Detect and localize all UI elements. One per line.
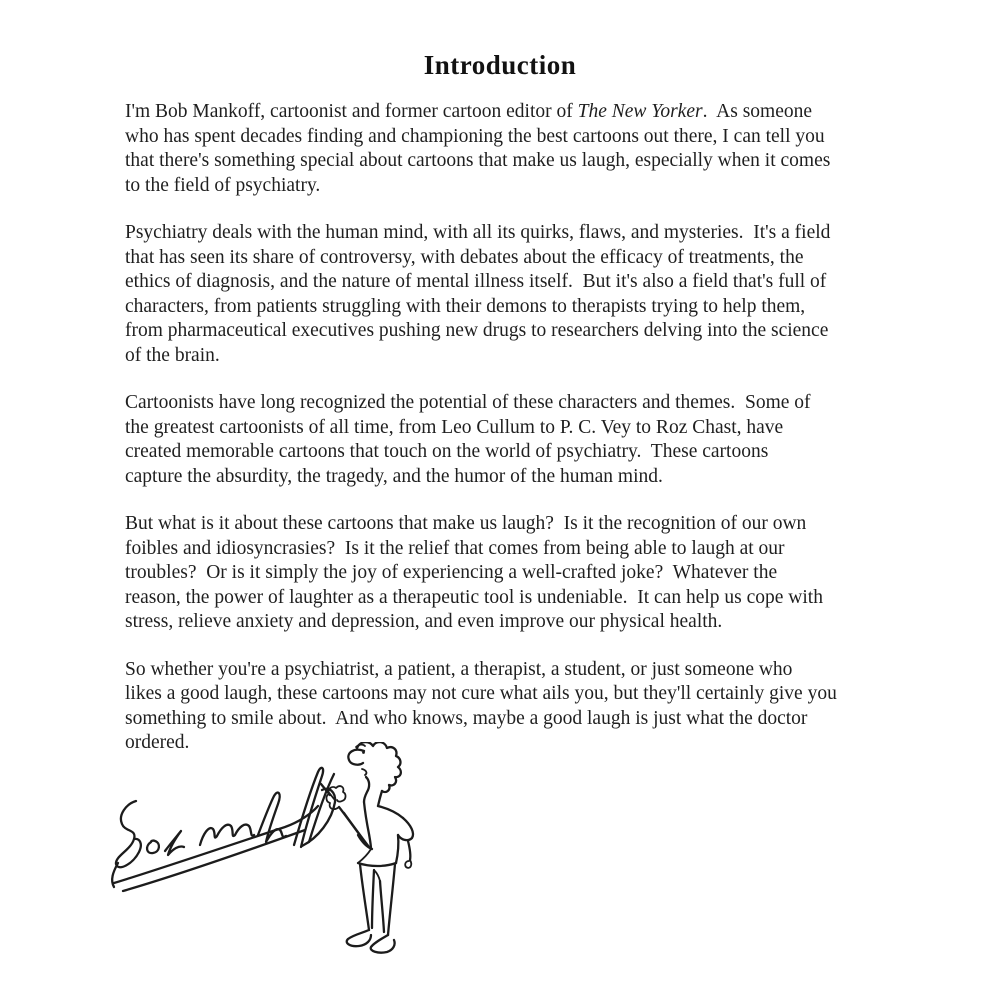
shirt-hem-stroke (358, 863, 396, 866)
front-shoe-stroke (347, 930, 371, 946)
signature-flourish-1 (114, 806, 318, 883)
text-line (125, 270, 885, 295)
figure-legs (347, 864, 395, 953)
text-segment: that there's something special about cartoons that make us laugh, especially when it comes (125, 150, 831, 171)
far-sleeve-stroke (398, 818, 413, 840)
text-segment: something to smile about. And who knows, maybe a good laugh is just what the doctor (125, 707, 808, 729)
text-segment: reason, the power of laughter as a therapeutic tool is undeniable. It can help us cope with (125, 586, 823, 608)
text-segment: stress, relieve anxiety and depression, and even improve our physical health. (125, 611, 723, 632)
figure-writing-arm (321, 784, 369, 847)
front-leg-inner-stroke (372, 870, 374, 928)
text-line (125, 465, 885, 490)
text-line (125, 344, 885, 369)
text-segment: characters, from patients struggling with their demons to therapists trying to help them, (125, 295, 806, 317)
text-line (125, 707, 885, 732)
text-line (125, 682, 885, 707)
back-neck-stroke (378, 791, 382, 806)
signature-letter-b (116, 801, 141, 867)
signature-scrawl (112, 768, 335, 891)
text-line (125, 246, 885, 271)
paragraph (125, 221, 885, 368)
back-leg-outer-stroke (388, 864, 395, 935)
text-segment: created memorable cartoons that touch on the world of psychiatry. These cartoons (125, 441, 769, 462)
torso-side-stroke (396, 835, 398, 863)
text-line (125, 658, 885, 683)
paragraph (125, 512, 885, 635)
text-line (125, 295, 885, 320)
signature-illustration (108, 742, 448, 962)
shoulder-stroke (378, 806, 403, 818)
text-segment: to the field of psychiatry. (125, 174, 321, 196)
text-line (125, 537, 885, 562)
text-line (125, 610, 885, 635)
page-title: Introduction (423, 50, 577, 80)
text-line (125, 100, 885, 125)
text-segment: who has spent decades finding and championing the best cartoons out there, I can tell you (125, 125, 825, 147)
front-leg-outer-stroke (360, 864, 369, 930)
curly-hair-stroke (357, 742, 401, 792)
text-line (125, 319, 885, 344)
signature-letter-o (147, 841, 159, 853)
text-segment: ethics of diagnosis, and the nature of mental illness itself. But it's also a field that's full of (125, 271, 827, 292)
text-segment: of the brain. (125, 344, 220, 366)
paragraph (125, 658, 885, 756)
body-text (125, 100, 885, 779)
text-segment: foibles and idiosyncrasies? Is it the relief that comes from being able to laugh at our (125, 537, 785, 559)
text-segment: troubles? Or is it simply the joy of experiencing a well-crafted joke? Whatever the (125, 562, 778, 583)
far-forearm-stroke (408, 841, 410, 860)
text-segment: Cartoonists have long recognized the potential of these characters and themes. Some of (125, 392, 811, 413)
signature-ff-stroke-1 (294, 768, 323, 847)
signature-tail-to-pen (302, 789, 335, 846)
text-line (125, 391, 885, 416)
signature-flourish-2 (123, 830, 305, 891)
text-line (125, 512, 885, 537)
text-segment: from pharmaceutical executives pushing new drugs to researchers delving into the science (125, 320, 829, 341)
back-leg-inner-stroke (380, 881, 384, 932)
signature-letter-b2 (165, 831, 184, 855)
mouth-stroke (362, 769, 366, 775)
figure-head (348, 742, 400, 806)
text-segment: the greatest cartoonists of all time, from Leo Cullum to P. C. Vey to Roz Chast, have (125, 416, 784, 438)
chin-neck-stroke (364, 777, 369, 802)
far-hand-stroke (405, 860, 411, 868)
text-segment: Psychiatry deals with the human mind, with all its quirks, flaws, and mysteries. It's a field (125, 222, 831, 243)
back-shoe-stroke (371, 935, 395, 953)
nose-stroke (348, 750, 364, 765)
italic-text-segment: The New Yorker (577, 101, 703, 122)
text-line (125, 149, 885, 174)
text-line (125, 586, 885, 611)
text-line (125, 416, 885, 441)
text-segment: that has seen its share of controversy, with debates about the efficacy of treatments, the (125, 246, 804, 268)
signature-m-humps (200, 825, 254, 845)
front-side-stroke (358, 849, 371, 863)
paragraph (125, 391, 885, 489)
crotch-stroke (374, 870, 380, 881)
text-segment: But what is it about these cartoons that make us laugh? Is it the recognition of our own (125, 513, 807, 534)
text-line (125, 221, 885, 246)
text-segment: I'm Bob Mankoff, cartoonist and former cartoon editor of (125, 101, 578, 122)
text-segment: So whether you're a psychiatrist, a patient, a therapist, a student, or just someone who (125, 658, 793, 680)
text-line (125, 561, 885, 586)
figure-torso (358, 802, 413, 868)
text-segment: ordered. (125, 732, 190, 753)
text-segment: likes a good laugh, these cartoons may not cure what ails you, but they'll certainly give you (125, 683, 837, 704)
text-line (125, 440, 885, 465)
text-segment: . As someone (702, 101, 813, 122)
text-line (125, 125, 885, 150)
paragraph (125, 100, 885, 198)
text-line (125, 174, 885, 199)
text-segment: capture the absurdity, the tragedy, and the humor of the human mind. (125, 465, 663, 487)
